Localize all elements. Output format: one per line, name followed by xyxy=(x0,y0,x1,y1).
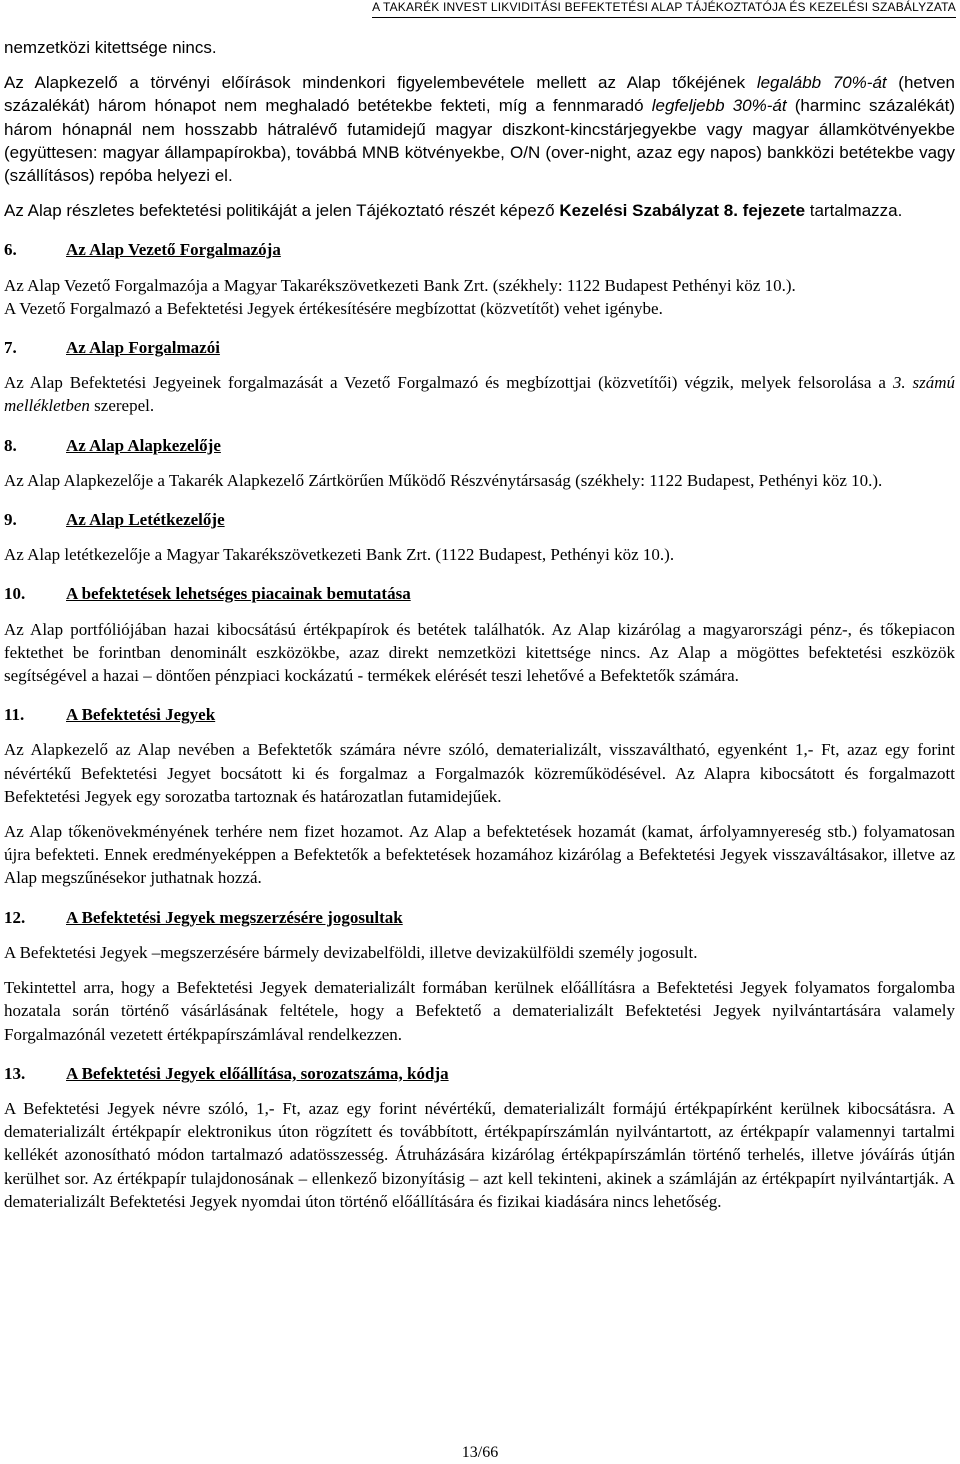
section-8-p: Az Alap Alapkezelője a Takarék Alapkezelő Zártkörűen Működő Részvénytársaság (székhely: 1122 Budapest, Pethényi köz 10.). xyxy=(4,470,883,490)
section-9-p: Az Alap letétkezelője a Magyar Takarékszövetkezeti Bank Zrt. (1122 Budapest, Pethényi köz 10.). xyxy=(4,545,675,565)
paragraph-investment-policy xyxy=(4,71,955,187)
text: szerepel. xyxy=(89,396,155,416)
section-title: A Befektetési Jegyek előállítása, sorozatszáma, kódja xyxy=(66,1063,449,1083)
section-8-heading xyxy=(4,434,955,457)
text: (harminc százalékát) három hónapnál nem hosszabb hátralévő futamidejű magyar diszkont-kincstárjegyekbe vagy magyar államkötvényekbe (együttesen: magyar állampapírokba), továbbá MNB kötvényekbe, O/N (over-night, azaz egy napos) bankközi betétekbe vagy (szállításos) repóba helyezi el. xyxy=(4,96,955,186)
section-title: A befektetések lehetséges piacainak bemutatása xyxy=(66,584,411,604)
section-12-p2: Tekintettel arra, hogy a Befektetési Jegyek dematerializált formában kerülnek előállításra a Befektetési Jegyek folyamatos forgalomba hozatala során történő vásárlásának feltétele, hogy a Befektető a dematerializált Befektetési Jegyek nyilvántartására valamely Forgalmazónál vezetett értékpapírszámlával rendelkezzen. xyxy=(4,978,955,1044)
text: Az Alap részletes befektetési politikáját a jelen Tájékoztató részét képező xyxy=(4,201,560,221)
section-number: 7. xyxy=(4,338,17,358)
section-7-heading xyxy=(4,336,955,359)
section-title: A Befektetési Jegyek xyxy=(66,705,216,725)
emphasis-30: legfeljebb 30%-át xyxy=(651,96,787,116)
section-number: 11. xyxy=(4,705,25,725)
section-title: A Befektetési Jegyek megszerzésére jogosultak xyxy=(66,907,403,927)
emphasis-70: legalább 70%-át xyxy=(756,73,887,93)
paragraph-policy-reference xyxy=(4,199,955,222)
section-6-heading xyxy=(4,238,955,261)
text: Az Alap Befektetési Jegyeinek forgalmazását a Vezető Forgalmazó és megbízottjai (közvetítői) végzik, melyek felsorolása a xyxy=(4,373,893,393)
section-number: 10. xyxy=(4,584,26,604)
intro-line: nemzetközi kitettsége nincs. xyxy=(4,38,217,57)
section-6-p2: A Vezető Forgalmazó a Befektetési Jegyek értékesítésére megbízottat (közvetítőt) vehet igénybe. xyxy=(4,298,663,318)
section-number: 13. xyxy=(4,1063,26,1083)
section-11-p1: Az Alapkezelő az Alap nevében a Befektetők számára névre szóló, dematerializált, visszaváltható, egyenként 1,- Ft, azaz egy forint névértékű Befektetési Jegyet bocsátott ki és forgalmaz a Forgalmazók közreműködésével. Az Alapra kibocsátott és forgalmazott Befektetési Jegyek egy sorozatba tartoznak és határozatlan futamidejűek. xyxy=(4,740,955,806)
section-number: 6. xyxy=(4,240,17,260)
section-10-heading xyxy=(4,582,955,605)
section-number: 12. xyxy=(4,907,26,927)
section-title: Az Alap Forgalmazói xyxy=(66,338,220,358)
running-header: A TAKARÉK INVEST LIKVIDITÁSI BEFEKTETÉSI ALAP TÁJÉKOZTATÓJA ÉS KEZELÉSI SZABÁLYZATA xyxy=(372,0,956,18)
section-12-heading xyxy=(4,906,955,929)
section-13-p: A Befektetési Jegyek névre szóló, 1,- Ft, azaz egy forint névértékű, dematerializált formájú értékpapírként kerülnek kibocsátásra. A dematerializált értékpapír elektronikus úton rögzített és továbbított, értékpapírszámlán nyilvántartott, az értékpapír valamennyi tartalmi kellékét azonosítható módon tartalmazó adatösszesség. Átruházására kizárólag értékpapírszámlán történő terhelés, illetve jóváírás útján kerülhet sor. Az értékpapír tulajdonosának – ellenkező bizonyításig – azt kell tekinteni, akinek a számláján az értékpapírt nyilvántartják. A dematerializált Befektetési Jegyek nyomdai úton történő előállítására és fizikai kiadására nincs lehetőség. xyxy=(4,1098,955,1211)
section-12-p1: A Befektetési Jegyek –megszerzésére bármely devizabelföldi, illetve devizakülföldi személy jogosult. xyxy=(4,942,698,962)
section-11-p2: Az Alap tőkenövekményének terhére nem fizet hozamot. Az Alap a befektetések hozamát (kamat, árfolyamnyereség stb.) folyamatosan újra befekteti. Ennek eredményeképpen a Befektetők a befektetések hozamához kizárólag a Befektetési Jegyek visszaváltásakor, illetve az Alap megszűnésekor juthatnak hozzá. xyxy=(4,822,955,888)
section-9-heading xyxy=(4,508,955,531)
section-number: 9. xyxy=(4,510,17,530)
section-13-heading xyxy=(4,1062,955,1085)
section-title: Az Alap Alapkezelője xyxy=(66,435,221,455)
bold-reference: Kezelési Szabályzat 8. fejezete xyxy=(559,201,806,221)
text: Az Alapkezelő a törvényi előírások mindenkori figyelembevétele mellett az Alap tőkéjének xyxy=(4,73,757,93)
section-title: Az Alap Vezető Forgalmazója xyxy=(66,240,281,260)
text: tartalmazza. xyxy=(805,201,903,221)
section-10-p: Az Alap portfóliójában hazai kibocsátású értékpapírok és betétek találhatók. Az Alap kizárólag a magyarországi pénz-, és tőkepiacon fektethet be forintban denominált eszközökbe, azaz direkt nemzetközi kitettsége nincs. Az Alap a mögöttes befektetési eszközök segítségével a hazai – döntően pénzpiaci kockázatú - termékek elérését teszi lehetővé a Befektetők számára. xyxy=(4,619,955,686)
section-11-heading xyxy=(4,703,955,726)
page-number: 13/66 xyxy=(461,1444,499,1461)
section-number: 8. xyxy=(4,435,17,455)
section-6-p1: Az Alap Vezető Forgalmazója a Magyar Takarékszövetkezeti Bank Zrt. (székhely: 1122 Budapest Pethényi köz 10.). xyxy=(4,275,796,295)
section-title: Az Alap Letétkezelője xyxy=(66,510,225,530)
section-7-p xyxy=(4,371,955,417)
emphasis-appendix: 3. számú mellékletben xyxy=(4,373,955,416)
text: (hetven százalékát) három hónapot nem meghaladó betétekbe fekteti, míg a fennmaradó xyxy=(4,73,955,116)
document-body xyxy=(4,36,955,1213)
